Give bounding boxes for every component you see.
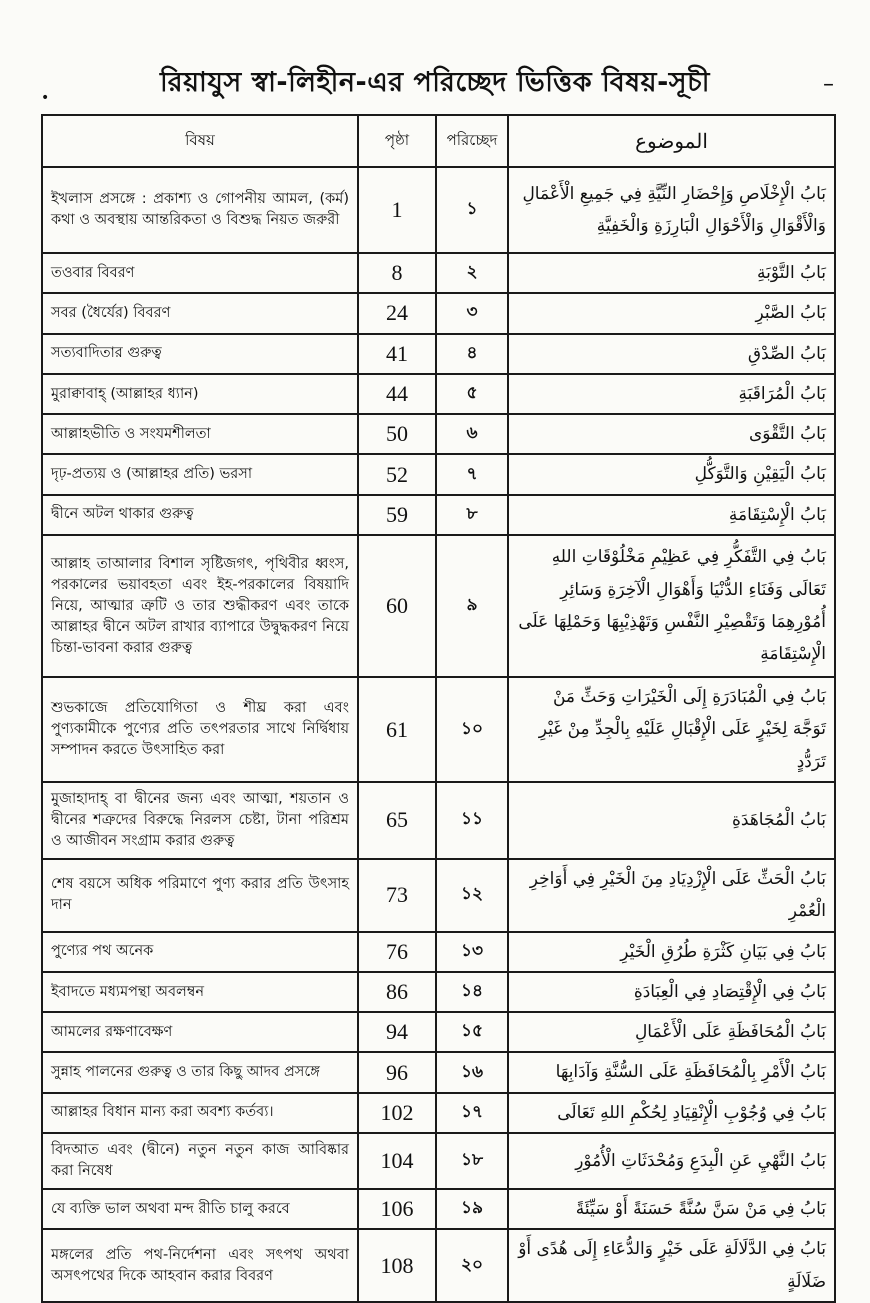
table-row [42, 167, 835, 253]
row-chapter: ১৭ [436, 1093, 508, 1133]
table-row [42, 293, 835, 333]
row-chapter: ২ [436, 253, 508, 293]
row-arabic: بَابُ فِي مَنْ سَنَّ سُنَّةً حَسَنَةً أَوْ سَيِّئَةً [508, 1189, 835, 1229]
margin-dash: – [823, 72, 834, 97]
row-page: 108 [358, 1229, 436, 1302]
row-page: 8 [358, 253, 436, 293]
row-page: 76 [358, 932, 436, 972]
row-arabic: بَابُ فِي الْمُبَادَرَةِ إِلَى الْخَيْرَاتِ وَحَثِّ مَنْ تَوَجَّهَ لِخَيْرٍ عَلَى الْإِقْبَالِ عَلَيْهِ بِالْجِدِّ مِنْ غَيْرِ تَرَدُّدٍ [508, 677, 835, 782]
table-row [42, 374, 835, 414]
row-subject: দ্বীনে অটল থাকার গুরুত্ব [42, 495, 358, 535]
table-row [42, 1189, 835, 1229]
row-page: 65 [358, 782, 436, 859]
row-page: 60 [358, 535, 436, 677]
row-chapter: ১১ [436, 782, 508, 859]
row-chapter: ৬ [436, 414, 508, 454]
row-subject: দৃঢ়-প্রত্যয় ও (আল্লাহর প্রতি) ভরসা [42, 454, 358, 494]
row-arabic: بَابُ الْحَثِّ عَلَى الْإِزْدِيَادِ مِنَ الْخَيْرِ فِي أَوَاخِرِ الْعُمْرِ [508, 859, 835, 932]
table-row [42, 859, 835, 932]
row-chapter: ৪ [436, 334, 508, 374]
row-page: 24 [358, 293, 436, 333]
row-arabic: بَابُ فِي الدَّلَالَةِ عَلَى خَيْرٍ وَالدُّعَاءِ إِلَى هُدًى أَوْ ضَلَالَةٍ [508, 1229, 835, 1302]
table-row [42, 535, 835, 677]
row-chapter: ২০ [436, 1229, 508, 1302]
table-row [42, 1052, 835, 1092]
row-chapter: ১০ [436, 677, 508, 782]
row-subject: ইখলাস প্রসঙ্গে : প্রকাশ্য ও গোপনীয় আমল, (কর্ম) কথা ও অবস্থায় আন্তরিকতা ও বিশুদ্ধ নিয়ত জরুরী [42, 167, 358, 253]
row-subject: শেষ বয়সে অধিক পরিমাণে পুণ্য করার প্রতি উৎসাহ দান [42, 859, 358, 932]
row-page: 94 [358, 1012, 436, 1052]
table-row [42, 782, 835, 859]
table-header-row [42, 115, 835, 167]
row-page: 44 [358, 374, 436, 414]
row-subject: ইবাদতে মধ্যমপন্থা অবলম্বন [42, 972, 358, 1012]
row-page: 1 [358, 167, 436, 253]
row-chapter: ১ [436, 167, 508, 253]
row-page: 106 [358, 1189, 436, 1229]
table-row [42, 253, 835, 293]
table-row [42, 495, 835, 535]
row-chapter: ১২ [436, 859, 508, 932]
row-arabic: بَابُ التَّوْبَةِ [508, 253, 835, 293]
row-chapter: ৭ [436, 454, 508, 494]
table-row [42, 414, 835, 454]
row-chapter: ১৩ [436, 932, 508, 972]
table-row [42, 677, 835, 782]
row-subject: আল্লাহর বিধান মান্য করা অবশ্য কর্তব্য। [42, 1093, 358, 1133]
row-subject: সুন্নাহ পালনের গুরুত্ব ও তার কিছু আদব প্রসঙ্গে [42, 1052, 358, 1092]
row-arabic: بَابُ الْمُحَافَظَةِ عَلَى الْأَعْمَالِ [508, 1012, 835, 1052]
row-page: 61 [358, 677, 436, 782]
row-subject: আল্লাহ তাআলার বিশাল সৃষ্টিজগৎ, পৃথিবীর ধ্বংস, পরকালের ভয়াবহতা এবং ইহ-পরকালের বিষয়াদি নিয়ে, আত্মার ত্রুটি ও তার শুদ্ধীকরণ এবং তাকে আল্লাহর দ্বীনে অটল রাখার ব্যাপারে উদ্বুদ্ধকরণ নিয়ে চিন্তা-ভাবনা করার গুরুত্ব [42, 535, 358, 677]
row-subject: তওবার বিবরণ [42, 253, 358, 293]
table-row [42, 1012, 835, 1052]
row-arabic: بَابُ الصَّبْرِ [508, 293, 835, 333]
row-page: 102 [358, 1093, 436, 1133]
row-arabic: بَابُ فِي وُجُوْبِ الْإِنْقِيَادِ لِحُكْمِ اللهِ تَعَالَى [508, 1093, 835, 1133]
row-subject: মঙ্গলের প্রতি পথ-নির্দেশনা এবং সৎপথ অথবা অসৎপথের দিকে আহবান করার বিবরণ [42, 1229, 358, 1302]
row-chapter: ১৫ [436, 1012, 508, 1052]
row-page: 59 [358, 495, 436, 535]
row-subject: মুজাহাদাহ্ বা দ্বীনের জন্য এবং আত্মা, শয়তান ও দ্বীনের শত্রুদের বিরুদ্ধে নিরলস চেষ্টা, টানা পরিশ্রম ও আজীবন সংগ্রাম করার গুরুত্ব [42, 782, 358, 859]
row-subject: যে ব্যক্তি ভাল অথবা মন্দ রীতি চালু করবে [42, 1189, 358, 1229]
row-arabic: بَابُ الْمُرَاقَبَةِ [508, 374, 835, 414]
row-page: 86 [358, 972, 436, 1012]
row-subject: বিদআত এবং (দ্বীনে) নতুন নতুন কাজ আবিষ্কার করা নিষেধ [42, 1133, 358, 1189]
index-table [41, 114, 836, 1303]
table-row [42, 1093, 835, 1133]
row-arabic: بَابُ الْأَمْرِ بِالْمُحَافَظَةِ عَلَى السُّنَّةِ وَآدَابِهَا [508, 1052, 835, 1092]
row-subject: পুণ্যের পথ অনেক [42, 932, 358, 972]
row-subject: সত্যবাদিতার গুরুত্ব [42, 334, 358, 374]
table-row [42, 972, 835, 1012]
row-page: 50 [358, 414, 436, 454]
margin-dot: • [41, 90, 50, 106]
row-chapter: ৩ [436, 293, 508, 333]
row-subject: মুরাক্বাবাহ্ (আল্লাহর ধ্যান) [42, 374, 358, 414]
row-page: 52 [358, 454, 436, 494]
row-arabic: بَابُ التَّقْوَى [508, 414, 835, 454]
row-chapter: ১৪ [436, 972, 508, 1012]
row-chapter: ৮ [436, 495, 508, 535]
table-row [42, 932, 835, 972]
row-arabic: بَابُ النَّهْيِ عَنِ الْبِدَعِ وَمُحْدَثَاتِ الْأُمُوْرِ [508, 1133, 835, 1189]
row-page: 73 [358, 859, 436, 932]
row-arabic: بَابُ الْمُجَاهَدَةِ [508, 782, 835, 859]
header-subject: বিষয় [42, 115, 358, 167]
header-chapter: পরিচ্ছেদ [436, 115, 508, 167]
row-arabic: بَابُ فِي الْإِقْتِصَادِ فِي الْعِبَادَةِ [508, 972, 835, 1012]
row-subject: সবর (ধৈর্যের) বিবরণ [42, 293, 358, 333]
page-title: রিয়াযুস স্বা-লিহীন-এর পরিচ্ছেদ ভিত্তিক বিষয়-সূচী [160, 67, 710, 98]
row-subject: আমলের রক্ষণাবেক্ষণ [42, 1012, 358, 1052]
row-chapter: ১৬ [436, 1052, 508, 1092]
row-subject: আল্লাহভীতি ও সংযমশীলতা [42, 414, 358, 454]
row-arabic: بَابُ الصِّدْقِ [508, 334, 835, 374]
row-arabic: بَابُ فِي بَيَانِ كَثْرَةِ طُرُقِ الْخَيْرِ [508, 932, 835, 972]
row-arabic: بَابُ الْيَقِيْنِ وَالتَّوَكُّلِ [508, 454, 835, 494]
row-chapter: ৫ [436, 374, 508, 414]
row-chapter: ৯ [436, 535, 508, 677]
header-page: পৃষ্ঠা [358, 115, 436, 167]
row-arabic: بَابُ الْإِسْتِقَامَةِ [508, 495, 835, 535]
row-page: 41 [358, 334, 436, 374]
row-page: 104 [358, 1133, 436, 1189]
row-chapter: ১৯ [436, 1189, 508, 1229]
table-row [42, 454, 835, 494]
row-arabic: بَابُ فِي التَّفَكُّرِ فِي عَظِيْمِ مَخْلُوْقَاتِ اللهِ تَعَالَى وَفَنَاءِ الدُّنْيَا وَأَهْوَالِ الْآخِرَةِ وَسَائِرِ أُمُوْرِهِمَا وَتَقْصِيْرِ النَّفْسِ وَتَهْذِيْبِهَا وَحَمْلِهَا عَلَى الْإِسْتِقَامَةِ [508, 535, 835, 677]
row-subject: শুভকাজে প্রতিযোগিতা ও শীঘ্র করা এবং পুণ্যকামীকে পুণ্যের প্রতি তৎপরতার সাথে নির্দ্বিধায় সম্পাদন করতে উৎসাহিত করা [42, 677, 358, 782]
row-chapter: ১৮ [436, 1133, 508, 1189]
row-arabic: بَابُ الْإِخْلَاصِ وَإِحْضَارِ النِّيَّةِ فِي جَمِيعِ الْأَعْمَالِ وَالْأَقْوَالِ وَالْأَحْوَالِ الْبَارِزَةِ وَالْخَفِيَّةِ [508, 167, 835, 253]
header-arabic: الموضوع [508, 115, 835, 167]
table-row [42, 334, 835, 374]
table-row [42, 1229, 835, 1302]
table-row [42, 1133, 835, 1189]
row-page: 96 [358, 1052, 436, 1092]
